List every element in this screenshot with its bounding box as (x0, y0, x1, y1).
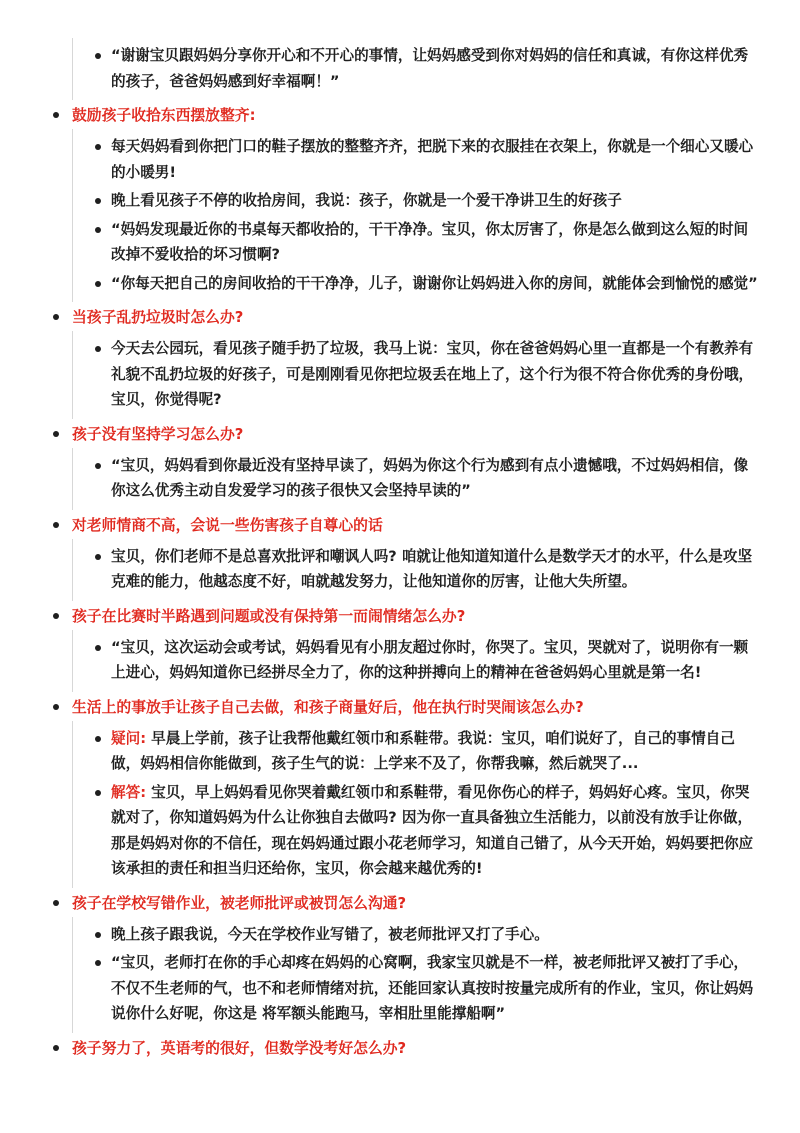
bullet-icon (95, 144, 101, 150)
answer-label: 解答: (111, 783, 147, 801)
section-3-items (72, 448, 760, 510)
bullet-icon (95, 198, 101, 204)
section-5 (50, 603, 760, 692)
section-heading (72, 512, 760, 539)
bullet-icon (53, 704, 59, 710)
section-2-items (72, 331, 760, 419)
bullet-icon (95, 53, 101, 59)
bullet-icon (95, 790, 101, 796)
bullet-icon (53, 522, 59, 528)
section-heading (72, 890, 760, 917)
section-heading-text: 生活上的事放手让孩子自己去做，和孩子商量好后，他在执行时哭闹该怎么办? (72, 698, 584, 716)
list-item (97, 950, 760, 1027)
section-heading (72, 304, 760, 331)
bullet-icon (95, 554, 101, 560)
outline-list (50, 38, 760, 1062)
section-3 (50, 421, 760, 510)
section-1-items (72, 129, 760, 302)
list-item-answer (97, 780, 760, 882)
section-2 (50, 304, 760, 419)
section-8 (50, 1035, 760, 1062)
list-item-text: “宝贝，这次运动会或考试，妈妈看见有小朋友超过你时，你哭了。宝贝，哭就对了，说明你有一颗上进心，妈妈知道你已经拼尽全力了，你的这种拼搏向上的精神在爸爸妈妈心里就是第一名! (111, 638, 749, 681)
section-heading (72, 603, 760, 630)
section-heading-text: 当孩子乱扔垃圾时怎么办? (72, 309, 244, 326)
section-4-items (72, 539, 760, 601)
section-5-items (72, 630, 760, 692)
list-item-text: “宝贝，妈妈看到你最近没有坚持早读了，妈妈为你这个行为感到有点小遗憾哦，不过妈妈相信，像你这么优秀主动自发爱学习的孩子很快又会坚持早读的” (111, 456, 749, 499)
list-item-text: “宝贝，老师打在你的手心却疼在妈妈的心窝啊，我家宝贝就是不一样，被老师批评又被打了手心，不仅不生老师的气，也不和老师情绪对抗，还能回家认真按时按量完成所有的作业，宝贝，你让妈妈说你什么好呢，你这是 将军额头能跑马，宰相肚里能撑船啊” (111, 954, 754, 1022)
list-item-text: 宝贝，你们老师不是总喜欢批评和嘲讽人吗? 咱就让他知道知道什么是数学天才的水平，什么是攻坚克难的能力，他越态度不好，咱就越发努力，让他知道你的厉害，让他大失所望。 (111, 547, 753, 590)
list-item (97, 271, 760, 297)
list-item (97, 134, 760, 185)
bullet-icon (53, 112, 59, 118)
list-item-text: “妈妈发现最近你的书桌每天都收拾的，干干净净。宝贝，你太厉害了，你是怎么做到这么短的时间改掉不爱收拾的坏习惯啊? (111, 220, 749, 263)
section-heading-text: 孩子在学校写错作业，被老师批评或被罚怎么沟通? (72, 894, 407, 912)
list-item-text: 早晨上学前，孩子让我帮他戴红领巾和系鞋带。我说：宝贝，咱们说好了，自己的事情自己做，妈妈相信你能做到，孩子生气的说：上学来不及了，你帮我嘛，然后就哭了... (111, 729, 735, 772)
bullet-icon (53, 613, 59, 619)
bullet-icon (95, 281, 101, 287)
bullet-icon (53, 431, 59, 437)
section-7 (50, 890, 760, 1033)
section-7-items (72, 917, 760, 1033)
list-item-text: 宝贝，早上妈妈看见你哭着戴红领巾和系鞋带，看见你伤心的样子，妈妈好心疼。宝贝，你哭就对了，你知道妈妈为什么让你独自去做吗? 因为你一直具备独立生活能力，以前没有放手让你做，那是妈妈对你的不信任，现在妈妈通过跟小花老师学习，知道自己错了，从今天开始，妈妈要把你应该承担的责任和担当归还给你，宝贝，你会越来越优秀的! (111, 783, 754, 877)
section-heading-text: 孩子没有坚持学习怎么办? (72, 425, 244, 443)
list-item (97, 544, 760, 595)
bullet-icon (95, 960, 101, 966)
bullet-icon (95, 346, 101, 352)
list-item (97, 922, 760, 948)
list-item-text: 晚上孩子跟我说，今天在学校作业写错了，被老师批评又打了手心。 (111, 925, 549, 943)
list-item (97, 336, 760, 413)
list-item-text: “谢谢宝贝跟妈妈分享你开心和不开心的事情，让妈妈感受到你对妈妈的信任和真诚，有你这样优秀的孩子，爸爸妈妈感到好幸福啊！” (111, 47, 749, 90)
section-heading-text: 孩子在比赛时半路遇到问题或没有保持第一而闹情绪怎么办? (72, 607, 466, 625)
question-label: 疑问: (111, 729, 147, 747)
bullet-icon (95, 645, 101, 651)
section-6 (50, 694, 760, 888)
section-heading (72, 1035, 760, 1062)
section-0 (50, 38, 760, 100)
section-1 (50, 102, 760, 302)
section-0-items (72, 38, 760, 100)
bullet-icon (95, 227, 101, 233)
section-heading (72, 102, 760, 129)
list-item-text: 晚上看见孩子不停的收拾房间，我说：孩子，你就是一个爱干净讲卫生的好孩子 (111, 192, 622, 209)
list-item-question (97, 726, 760, 777)
list-item-text: 每天妈妈看到你把门口的鞋子摆放的整整齐齐，把脱下来的衣服挂在衣架上，你就是一个细心又暖心的小暖男! (111, 138, 754, 181)
list-item (97, 635, 760, 686)
section-4 (50, 512, 760, 601)
list-item (97, 453, 760, 504)
section-heading-text: 鼓励孩子收拾东西摆放整齐: (72, 107, 256, 124)
list-item (97, 43, 760, 94)
list-item (97, 217, 760, 268)
section-heading (72, 421, 760, 448)
list-item-text: 今天去公园玩，看见孩子随手扔了垃圾，我马上说：宝贝，你在爸爸妈妈心里一直都是一个有教养有礼貌不乱扔垃圾的好孩子，可是刚刚看见你把垃圾丢在地上了，这个行为很不符合你优秀的身份哦，宝贝，你觉得呢? (111, 340, 754, 408)
section-heading (72, 694, 760, 721)
bullet-icon (95, 932, 101, 938)
section-heading-text: 对老师情商不高，会说一些伤害孩子自尊心的话 (72, 516, 383, 534)
bullet-icon (53, 314, 59, 320)
bullet-icon (95, 736, 101, 742)
list-item-text: “你每天把自己的房间收拾的干干净净，儿子，谢谢你让妈妈进入你的房间，就能体会到愉悦的感觉” (111, 274, 758, 292)
bullet-icon (95, 463, 101, 469)
section-6-items (72, 721, 760, 888)
bullet-icon (53, 900, 59, 906)
list-item (97, 188, 760, 214)
bullet-icon (53, 1045, 59, 1051)
section-heading-text: 孩子努力了，英语考的很好，但数学没考好怎么办? (72, 1039, 407, 1057)
